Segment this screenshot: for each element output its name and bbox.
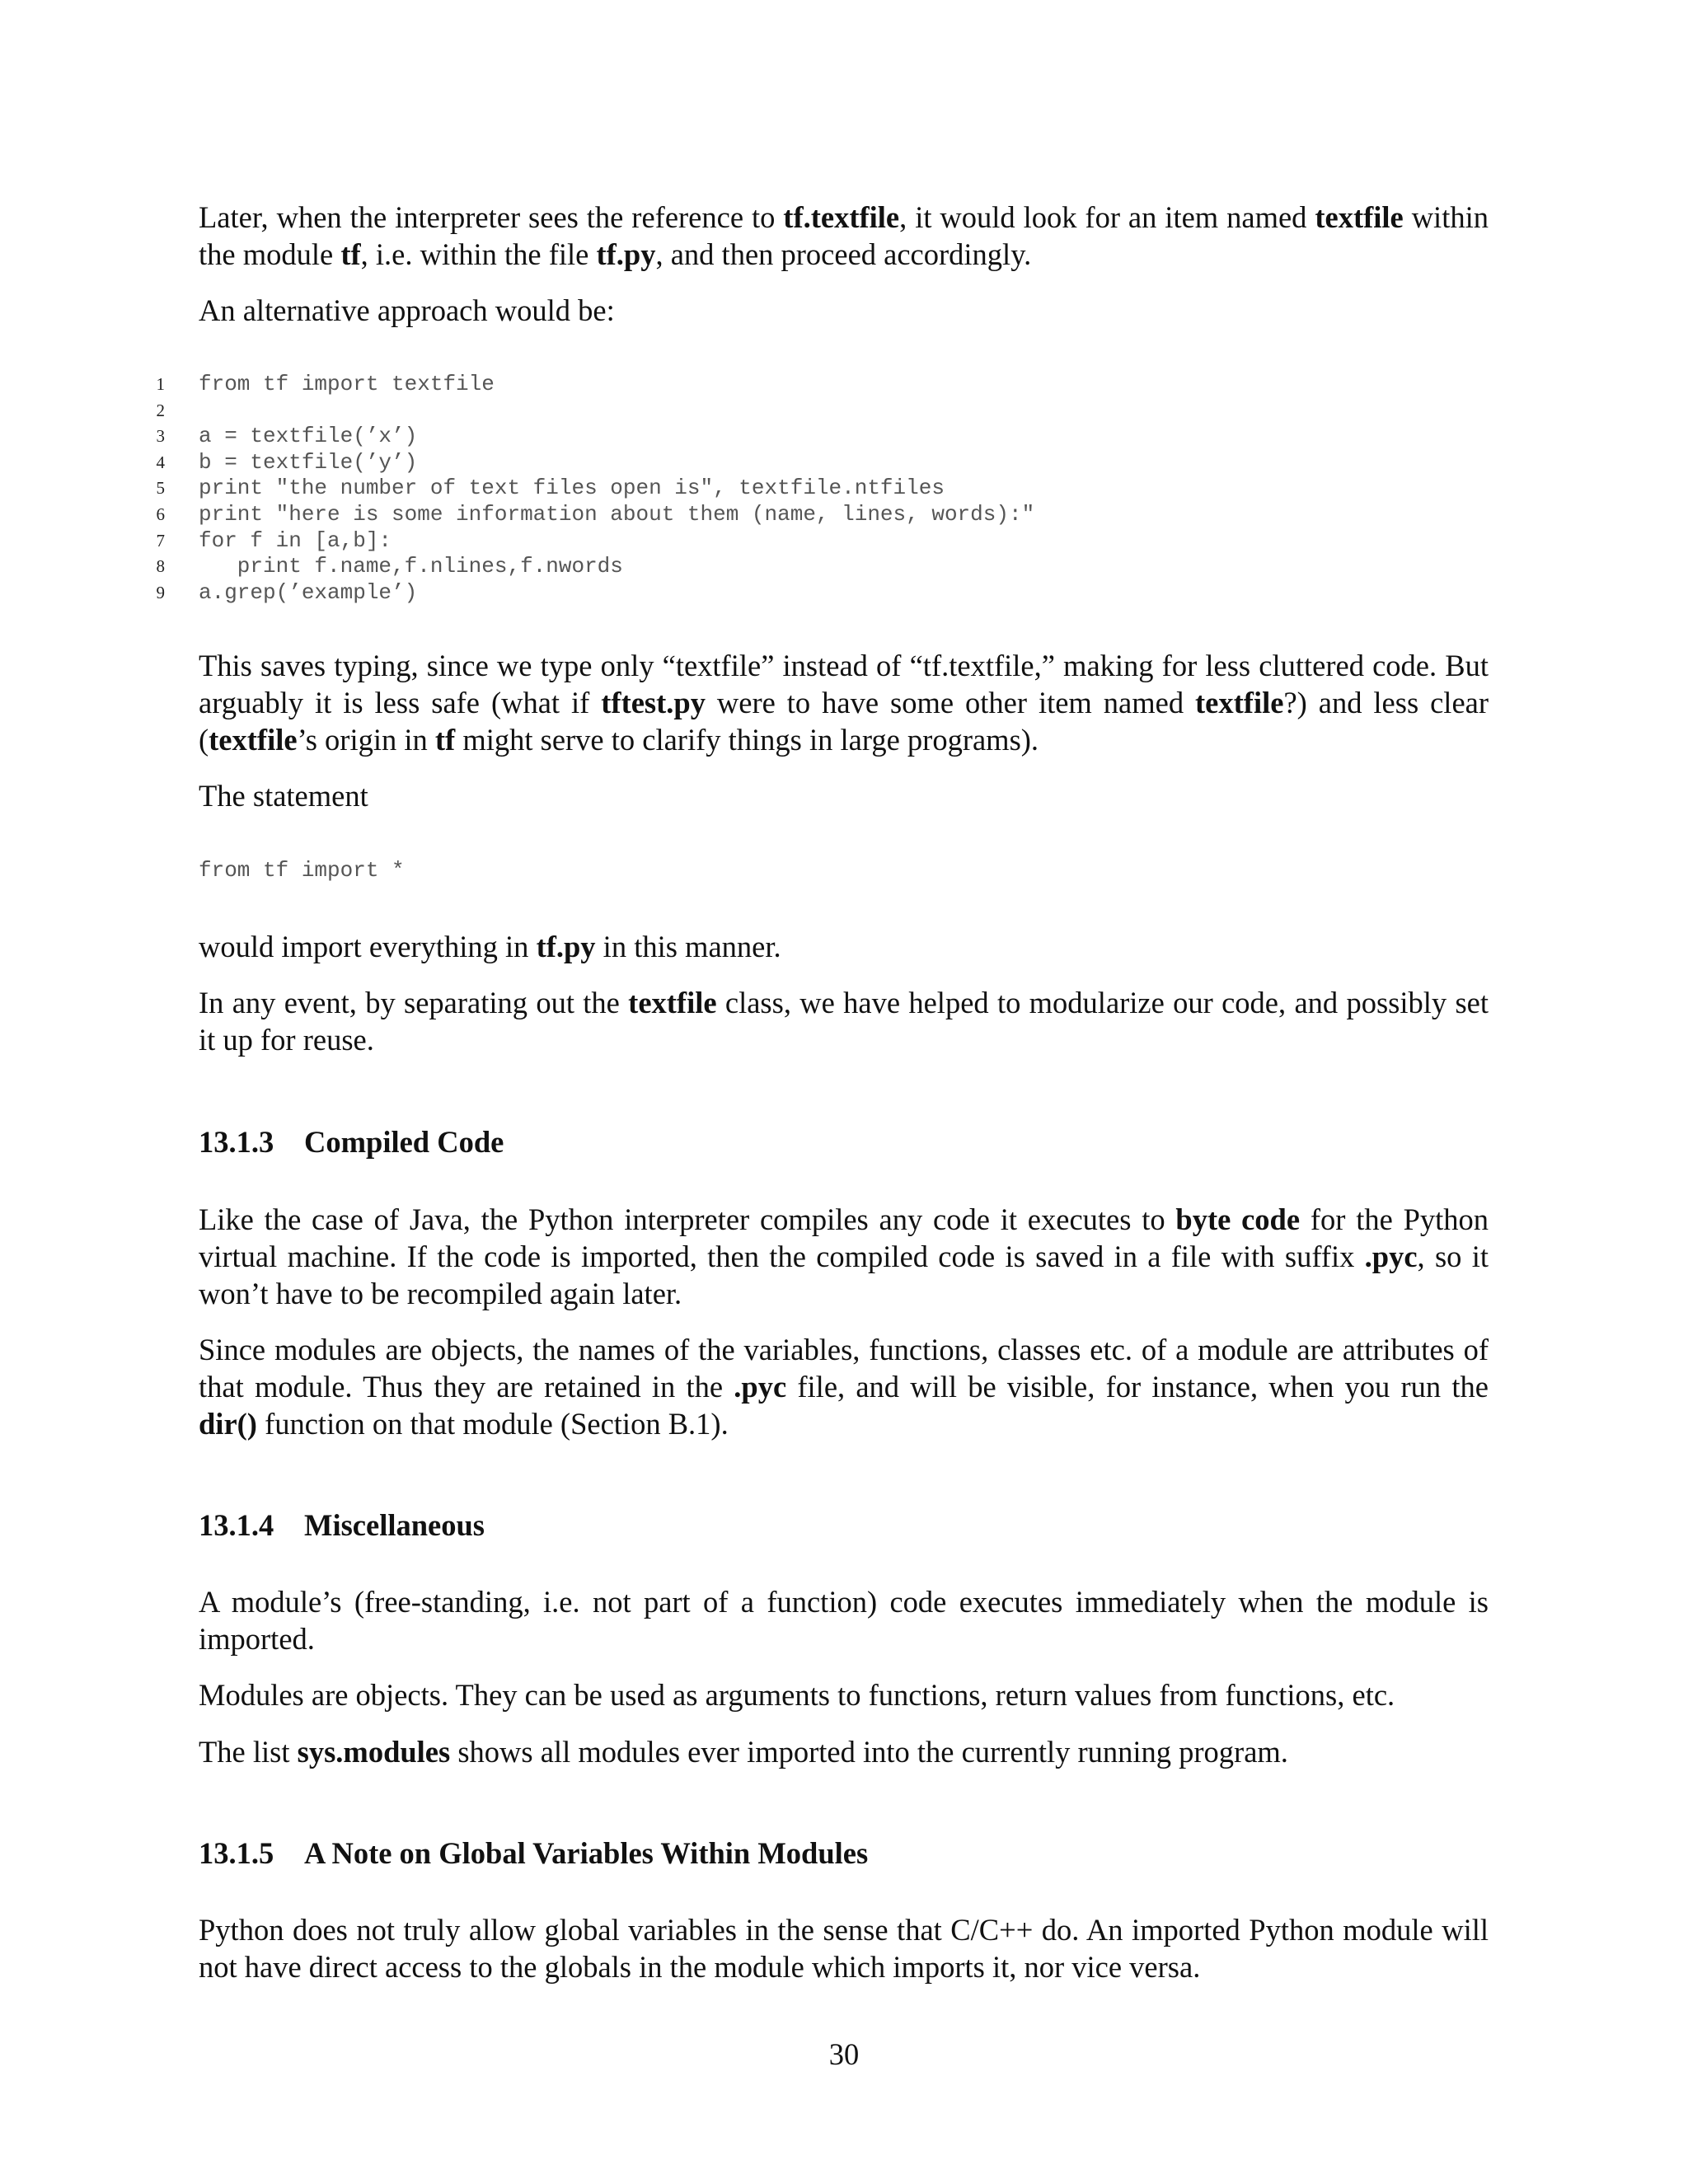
code-line (148, 554, 1550, 580)
paragraph: This saves typing, since we type only “textfile” instead of “tf.textfile,” making for less cluttered code. But arguably it is less safe (what if tftest.py were to have some other item named textfile?) and less clear (textfile’s origin in tf might serve to clarify things in large programs). (199, 649, 1489, 757)
line-number: 7 (156, 530, 165, 551)
section-title: Compiled Code (304, 1125, 504, 1159)
code-text: print "the number of text files open is", textfile.ntfiles (199, 476, 945, 501)
paragraph: A module’s (free-standing, i.e. not part of a function) code executes immediately when the module is imported. (199, 1585, 1489, 1656)
section-heading (199, 1835, 868, 1872)
paragraph: Modules are objects. They can be used as arguments to functions, return values from functions, etc. (199, 1678, 1395, 1712)
code-line (148, 580, 1550, 607)
line-number: 4 (156, 452, 165, 472)
code-line (148, 528, 1550, 555)
code-text: a.grep(’example’) (199, 579, 418, 605)
code-text: a = textfile(’x’) (199, 424, 418, 449)
section-heading (199, 1123, 504, 1160)
section-number: 13.1.3 (199, 1125, 274, 1159)
paragraph: Since modules are objects, the names of the variables, functions, classes etc. of a module are attributes of that module. Thus they are retained in the .pyc file, and will be visible, for instance, when you run the dir() function on that module (Section B.1). (199, 1333, 1489, 1441)
line-number: 9 (156, 582, 165, 602)
line-number: 1 (156, 374, 165, 394)
line-number: 8 (156, 556, 165, 577)
code-line (148, 502, 1550, 528)
section-heading (199, 1507, 485, 1544)
code-text: b = textfile(’y’) (199, 449, 418, 475)
paragraph: Python does not truly allow global variables in the sense that C/C++ do. An imported Python module will not have direct access to the globals in the module which imports it, nor vice versa. (199, 1913, 1489, 1984)
paragraph: Later, when the interpreter sees the reference to tf.textfile, it would look for an item named textfile within the module tf, i.e. within the file tf.py, and then proceed accordingly. (199, 200, 1489, 271)
paragraph: An alternative approach would be: (199, 293, 615, 327)
paragraph: The list sys.modules shows all modules ever imported into the currently running program. (199, 1735, 1288, 1769)
code-text: from tf import * (199, 858, 405, 883)
code-block (148, 372, 1550, 606)
code-snippet (199, 858, 1600, 884)
code-text: from tf import textfile (199, 372, 495, 396)
paragraph: In any event, by separating out the textfile class, we have helped to modularize our code, and possibly set it up for reuse. (199, 986, 1489, 1057)
code-text: print "here is some information about them (name, lines, words):" (199, 501, 1035, 527)
paragraph: Like the case of Java, the Python interpreter compiles any code it executes to byte code for the Python virtual machine. If the code is imported, then the compiled code is saved in a file with suffix .pyc, so it won’t have to be recompiled again later. (199, 1202, 1489, 1310)
code-line (148, 424, 1550, 450)
code-line (148, 476, 1550, 502)
code-line (148, 450, 1550, 476)
code-line (148, 372, 1550, 398)
paragraph: would import everything in tf.py in this manner. (199, 930, 781, 963)
line-number: 3 (156, 426, 165, 447)
code-text: for f in [a,b]: (199, 527, 392, 553)
line-number: 2 (156, 400, 165, 420)
code-text: print f.name,f.nlines,f.nwords (199, 554, 623, 579)
paragraph: The statement (199, 779, 368, 813)
line-number: 6 (156, 504, 165, 524)
line-number: 5 (156, 478, 165, 499)
page-number: 30 (828, 2037, 860, 2071)
code-line (148, 398, 1550, 424)
section-title: A Note on Global Variables Within Modules (304, 1836, 869, 1870)
section-title: Miscellaneous (304, 1508, 485, 1542)
section-number: 13.1.5 (199, 1836, 274, 1870)
section-number: 13.1.4 (199, 1508, 274, 1542)
